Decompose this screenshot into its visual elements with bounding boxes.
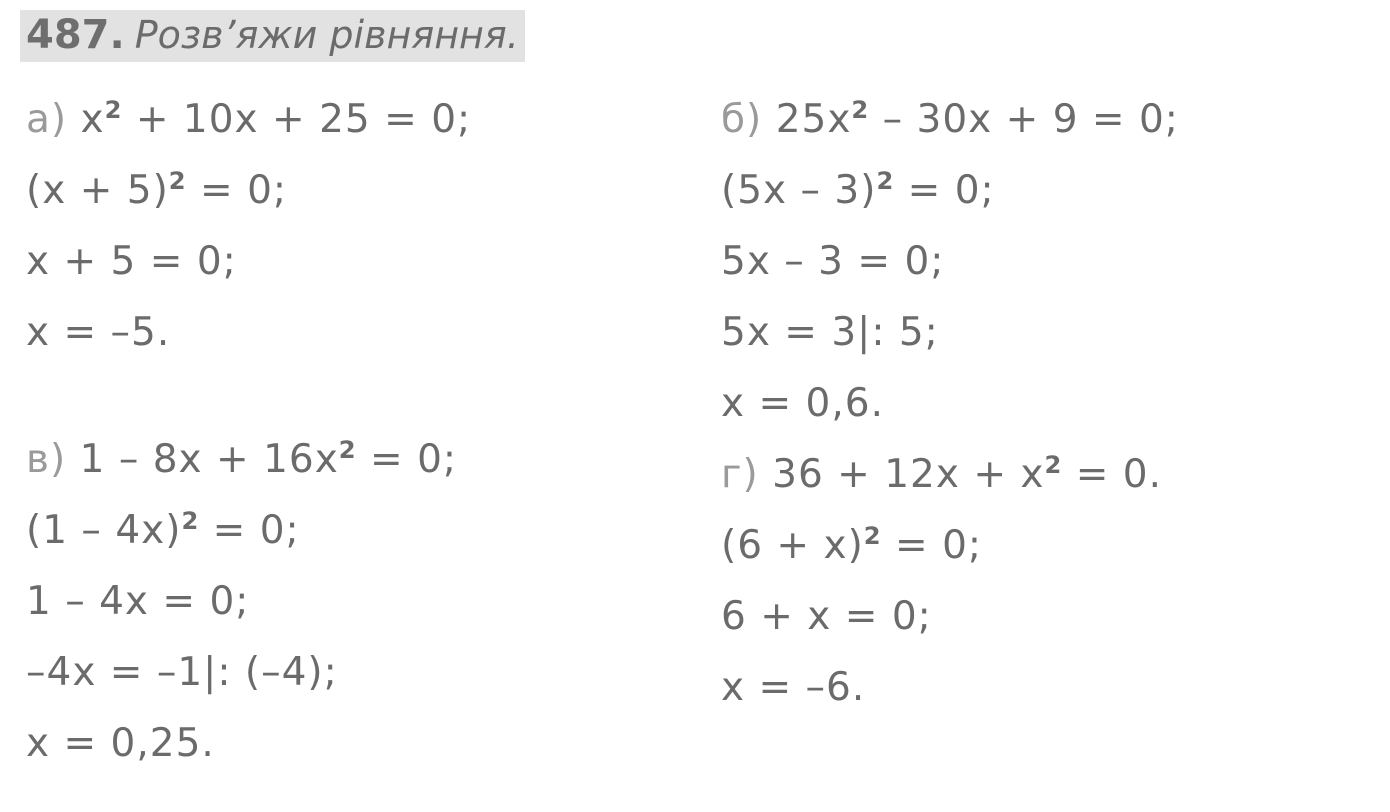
problem-v-label: в) <box>26 437 67 482</box>
exponent: 2 <box>851 96 870 124</box>
expression-base: 1 – 8x + 16x <box>79 437 339 482</box>
problem-a-label: а) <box>26 97 68 142</box>
expression-base: x = –6. <box>721 665 866 710</box>
expression-base: x <box>80 97 105 142</box>
column-right <box>695 84 1374 779</box>
problem-b-line-2 <box>721 155 1374 226</box>
problem-a-line-1 <box>26 84 695 155</box>
exercise-number: 487. <box>26 12 125 58</box>
expression-rest: = 0; <box>199 508 300 553</box>
problem-g-label: г) <box>721 452 759 497</box>
problem-v-line-2 <box>26 495 695 566</box>
exercise-heading <box>20 10 525 62</box>
exponent: 2 <box>181 507 200 535</box>
problem-v <box>26 424 695 779</box>
problem-b-line-3 <box>721 226 1374 297</box>
exponent: 2 <box>1044 451 1063 479</box>
problem-g-line-3 <box>721 581 1374 652</box>
problem-a-line-3 <box>26 226 695 297</box>
expression-base: 5x = 3|: 5; <box>721 310 939 355</box>
expression-rest: = 0; <box>356 437 458 482</box>
expression-base: x = 0,25. <box>26 721 215 766</box>
problem-b-line-1 <box>721 84 1374 155</box>
problem-b-label: б) <box>721 97 763 142</box>
problem-v-line-5 <box>26 708 695 779</box>
problem-b <box>721 84 1374 439</box>
expression-base: (5x – 3) <box>721 168 877 213</box>
expression-base: 1 – 4x = 0; <box>26 579 250 624</box>
problem-a-line-4 <box>26 297 695 368</box>
exercise-title: Розв’яжи рівняння. <box>134 13 519 57</box>
expression-base: (1 – 4x) <box>26 508 182 553</box>
expression-rest: = 0. <box>1062 452 1162 497</box>
expression-base: x + 5 = 0; <box>26 239 237 284</box>
expression-base: 25x <box>775 97 852 142</box>
expression-rest: = 0; <box>186 168 288 213</box>
expression-base: (6 + x) <box>721 523 864 568</box>
exponent: 2 <box>863 522 882 550</box>
column-left <box>16 84 695 779</box>
expression-base: 6 + x = 0; <box>721 594 932 639</box>
problem-v-line-3 <box>26 566 695 637</box>
expression-rest: – 30x + 9 = 0; <box>869 97 1179 142</box>
problem-g-line-1 <box>721 439 1374 510</box>
exponent: 2 <box>338 436 357 464</box>
expression-base: –4x = –1|: (–4); <box>26 650 338 695</box>
expression-rest: = 0; <box>894 168 995 213</box>
problem-v-line-4 <box>26 637 695 708</box>
problem-a <box>26 84 695 368</box>
solutions-columns <box>16 84 1374 779</box>
problem-b-line-4 <box>721 297 1374 368</box>
problem-g-line-2 <box>721 510 1374 581</box>
exponent: 2 <box>168 167 187 195</box>
problem-g-line-4 <box>721 652 1374 723</box>
exponent: 2 <box>876 167 895 195</box>
expression-rest: = 0; <box>881 523 983 568</box>
exponent: 2 <box>104 96 123 124</box>
expression-base: x = 0,6. <box>721 381 884 426</box>
problem-a-line-2 <box>26 155 695 226</box>
expression-base: 5x – 3 = 0; <box>721 239 945 284</box>
problem-v-line-1 <box>26 424 695 495</box>
expression-base: (x + 5) <box>26 168 169 213</box>
expression-rest: + 10x + 25 = 0; <box>122 97 472 142</box>
expression-base: x = –5. <box>26 310 171 355</box>
expression-base: 36 + 12x + x <box>772 452 1045 497</box>
problem-b-line-5 <box>721 368 1374 439</box>
problem-g <box>721 439 1374 723</box>
